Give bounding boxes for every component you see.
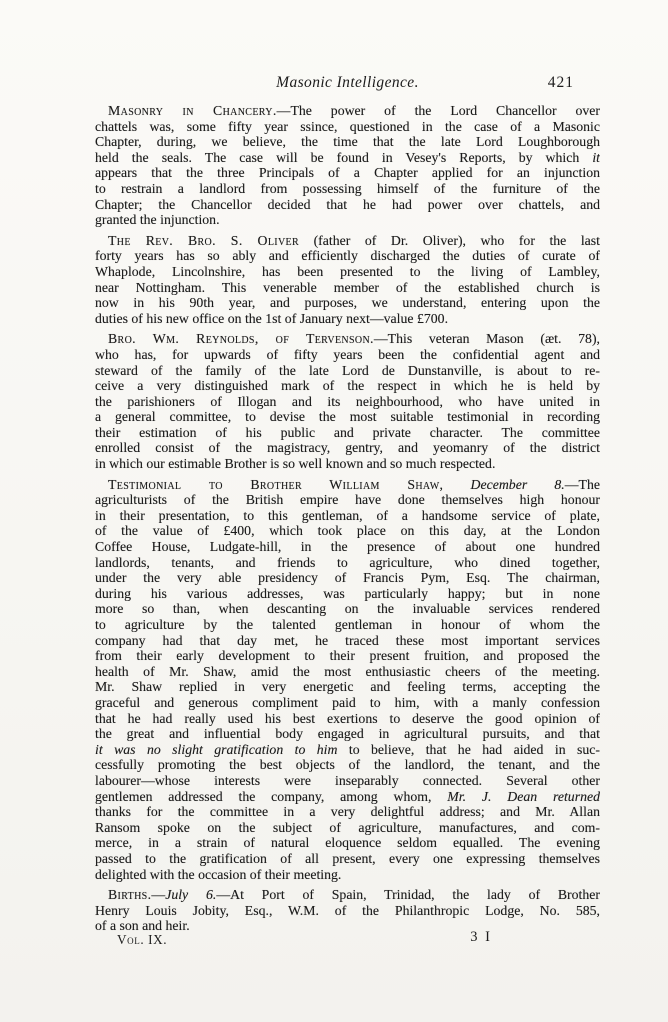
text-segment: of a son and heir.: [95, 918, 190, 934]
text-line: [95, 789, 600, 805]
text-line: [95, 295, 600, 311]
text-line: [95, 851, 600, 867]
text-line: [95, 134, 600, 150]
text-segment: —The: [564, 476, 600, 492]
text-line: [95, 181, 600, 197]
page-number: 421: [547, 74, 574, 91]
text-segment: July 6.: [165, 887, 217, 903]
text-segment: agriculturists of the British empire have done themselves high honour: [95, 492, 600, 508]
text-line: [95, 679, 600, 695]
text-segment: Whaplode, Lincolnshire, has been presented to the living of Lambley,: [95, 263, 600, 279]
text-segment: in which our estimable Brother is so well known and so much respected.: [95, 456, 496, 472]
text-segment: a general committee, to devise the most suitable testimonial in recording: [95, 409, 600, 425]
text-segment: Chapter, during, we believe, the time that the late Lord Loughborough: [95, 134, 600, 150]
text-line: [95, 212, 600, 228]
text-line: [95, 233, 600, 249]
text-segment: Masonry in Chancery.: [108, 103, 277, 118]
text-line: [95, 820, 600, 836]
text-segment: enrolled consist of the magistracy, gentry, and yeomanry of the district: [95, 440, 600, 456]
text-segment: The Rev. Bro. S. Oliver: [108, 232, 300, 248]
text-segment: Mr. Shaw replied in very energetic and feeling terms, accepting the: [95, 679, 600, 695]
text-line: [95, 165, 600, 181]
text-segment: [443, 477, 470, 492]
paragraph: [95, 331, 600, 471]
text-line: [95, 664, 600, 680]
text-segment: held the seals. The case will be found in Vesey's Reports, by which: [95, 149, 593, 165]
text-line: [95, 633, 600, 649]
text-segment: the great and influential body engaged in agricultural pursuits, and that: [95, 726, 600, 742]
text-segment: their estimation of his public and private character. The committee: [95, 424, 600, 440]
footer-volume-label: Vol. IX.: [117, 932, 168, 947]
text-line: [95, 539, 600, 555]
text-segment: steward of the family of the late Lord de Dunstanville, is about to re-: [95, 362, 600, 378]
text-segment: passed to the gratification of all present, every one expressing themselves: [95, 850, 600, 866]
text-segment: cessfully promoting the best objects of the landlord, the tenant, and the: [95, 757, 600, 773]
text-segment: granted the injunction.: [95, 212, 220, 228]
text-line: [95, 773, 600, 789]
text-line: [95, 394, 600, 410]
text-line: [95, 835, 600, 851]
paragraph: [95, 887, 600, 934]
text-segment: health of Mr. Shaw, amid the most enthusiastic cheers of the meeting.: [95, 663, 600, 679]
text-line: [95, 311, 600, 327]
text-segment: who has, for upwards of fifty years been the confidential agent and: [95, 346, 600, 362]
text-segment: —The power of the Lord Chancellor over: [276, 103, 600, 118]
text-line: [95, 742, 600, 758]
text-line: [95, 363, 600, 379]
text-segment: from their early development to their present fruition, and proposed the: [95, 648, 600, 664]
text-segment: gentlemen addressed the company, among whom,: [95, 788, 448, 804]
text-segment: to restrain a landlord from possessing himself of the furniture of the: [95, 180, 600, 196]
text-line: [95, 440, 600, 456]
text-body: [95, 103, 600, 934]
text-line: [95, 601, 600, 617]
text-segment: under the very able presidency of Francis Pym, Esq. The chairman,: [95, 570, 600, 586]
text-segment: —This veteran Mason (æt. 78),: [373, 331, 600, 347]
text-segment: chattels was, some fifty year ssince, questioned in the case of a Masonic: [95, 118, 600, 134]
text-segment: appears that the three Principals of a Chapter applied for an injunction: [95, 165, 600, 181]
text-segment: Coffee House, Ludgate-hill, in the presence of about one hundred: [95, 539, 600, 555]
text-segment: it was no slight gratification to him: [95, 741, 338, 757]
text-segment: of the value of £400, which took place on this day, at the London: [95, 523, 600, 539]
text-line: [95, 867, 600, 883]
text-line: [95, 617, 600, 633]
text-segment: Ransom spoke on the subject of agriculture, manufactures, and com-: [95, 819, 600, 835]
text-line: [95, 804, 600, 820]
text-segment: ceive a very distinguished mark of the respect in which he is held by: [95, 378, 600, 394]
text-segment: near Nottingham. This venerable member of the established church is: [95, 279, 600, 295]
text-line: [95, 918, 600, 934]
text-segment: forty years has so ably and efficiently discharged the duties of curate of: [95, 248, 600, 264]
text-line: [95, 887, 600, 903]
text-segment: the parishioners of Illogan and its neighbourhood, who have united in: [95, 393, 600, 409]
text-segment: merce, in a strain of natural eloquence seldom equalled. The evening: [95, 835, 600, 851]
text-line: [95, 248, 600, 264]
page-title: Masonic Intelligence.: [276, 74, 419, 91]
footer-signature-mark: 3 I: [470, 929, 492, 945]
text-segment: in their presentation, to this gentleman, of a handsome service of plate,: [95, 507, 600, 523]
text-segment: graceful and generous compliment paid to him, with a manly confession: [95, 694, 600, 710]
text-line: [95, 378, 600, 394]
text-segment: company had that day met, he traced these most important services: [95, 632, 600, 648]
text-line: [95, 711, 600, 727]
text-segment: during his various addresses, was particularly happy; but in none: [95, 585, 600, 601]
text-segment: it: [592, 149, 600, 165]
text-segment: Henry Louis Jobity, Esq., W.M. of the Philanthropic Lodge, No. 585,: [95, 902, 600, 918]
text-segment: thanks for the committee in a very delightful address; and Mr. Allan: [95, 804, 600, 820]
text-line: [95, 119, 600, 135]
text-segment: —: [151, 887, 166, 903]
text-segment: Testimonial to Brother William Shaw,: [108, 476, 444, 492]
text-line: [95, 586, 600, 602]
text-segment: that he had really used his best exertions to deserve the good opinion of: [95, 710, 600, 726]
text-segment: to believe, that he had aided in suc-: [337, 741, 600, 757]
text-segment: now in his 90th year, and purposes, we understand, entering upon the: [95, 295, 600, 311]
text-line: [95, 726, 600, 742]
text-line: [95, 150, 600, 166]
text-line: [95, 523, 600, 539]
text-line: [95, 347, 600, 363]
text-line: [95, 757, 600, 773]
text-segment: Chapter; the Chancellor decided that he had power over chattels, and: [95, 196, 600, 212]
text-line: [95, 425, 600, 441]
text-line: [95, 492, 600, 508]
text-line: [95, 477, 600, 493]
text-line: [95, 103, 600, 119]
text-line: [95, 570, 600, 586]
paragraph: [95, 103, 600, 228]
text-segment: duties of his new office on the 1st of January next—value £700.: [95, 310, 449, 326]
running-head: [95, 74, 600, 92]
text-segment: —At Port of Spain, Trinidad, the lady of Brother: [216, 887, 600, 903]
text-segment: Mr. J. Dean returned: [447, 788, 600, 804]
text-segment: Births.: [108, 887, 152, 903]
paragraph: [95, 477, 600, 882]
text-line: [95, 555, 600, 571]
text-line: [95, 264, 600, 280]
paragraph: [95, 233, 600, 327]
text-line: [95, 903, 600, 919]
text-segment: to agriculture by the talented gentleman in honour of whom the: [95, 617, 600, 632]
text-line: [95, 409, 600, 425]
text-segment: December 8.: [470, 476, 565, 492]
text-line: [95, 197, 600, 213]
text-segment: more so than, when descanting on the invaluable services rendered: [95, 601, 600, 617]
text-segment: delighted with the occasion of their meeting.: [95, 866, 342, 882]
text-segment: (father of Dr. Oliver), who for the last: [299, 232, 600, 248]
text-segment: labourer—whose interests were inseparably connected. Several other: [95, 772, 600, 788]
text-line: [95, 456, 600, 472]
text-line: [95, 331, 600, 347]
text-line: [95, 695, 600, 711]
text-segment: Bro. Wm. Reynolds, of Tervenson.: [108, 331, 374, 347]
text-line: [95, 508, 600, 524]
text-segment: landlords, tenants, and friends to agriculture, who dined together,: [95, 554, 600, 570]
text-line: [95, 280, 600, 296]
text-line: [95, 648, 600, 664]
